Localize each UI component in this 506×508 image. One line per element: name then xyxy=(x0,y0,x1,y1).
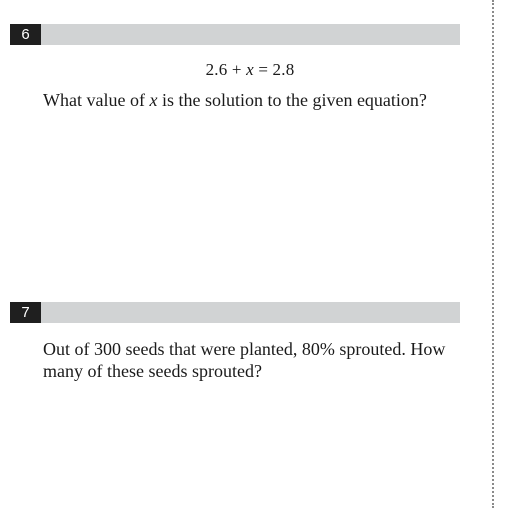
equation-right: = 2.8 xyxy=(253,60,295,79)
question-6 xyxy=(0,24,460,111)
question-header-bar xyxy=(10,24,460,45)
equation-left: 2.6 + xyxy=(205,60,247,79)
question-prompt: Out of 300 seeds that were planted, 80% sprouted. How many of these seeds sprouted? xyxy=(43,339,446,381)
question-number: 6 xyxy=(10,24,41,45)
question-7 xyxy=(0,302,460,382)
prompt-text-before: What value of xyxy=(43,90,150,110)
question-number: 7 xyxy=(10,302,41,323)
question-header-bar xyxy=(10,302,460,323)
equation-variable: x xyxy=(246,60,254,79)
column-divider xyxy=(492,0,494,508)
equation xyxy=(0,60,460,80)
prompt-text-after: is the solution to the given equation? xyxy=(157,90,427,110)
question-prompt xyxy=(43,89,450,111)
prompt-variable: x xyxy=(149,90,158,110)
